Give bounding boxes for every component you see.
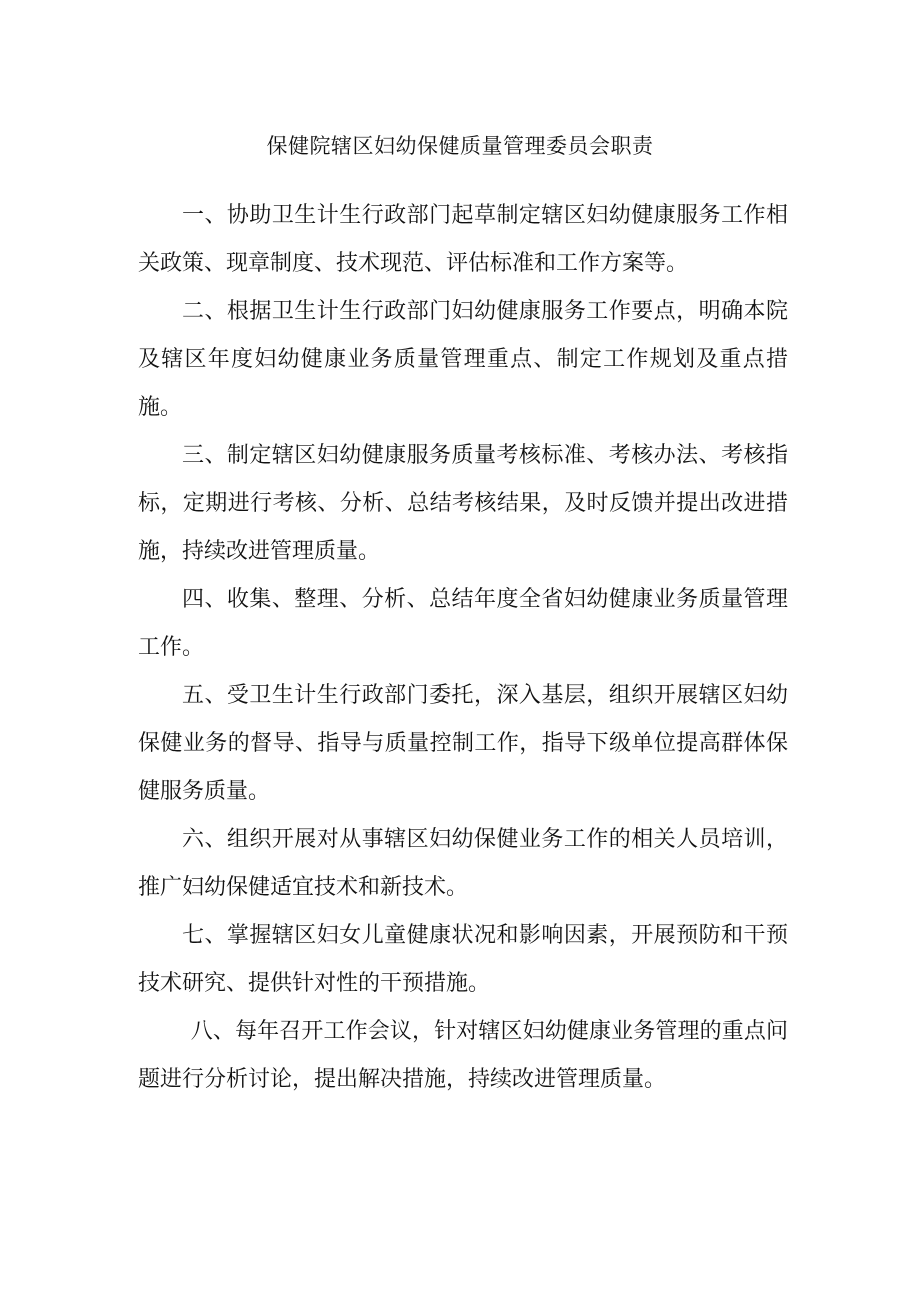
paragraph-8: 八、每年召开工作会议，针对辖区妇幼健康业务管理的重点问题进行分析讨论，提出解决措施，持续改进管理质量。	[138, 1019, 788, 1092]
paragraph-6: 六、组织开展对从事辖区妇幼保健业务工作的相关人员培训，推广妇幼保健适宜技术和新技术。	[138, 827, 788, 900]
paragraph-4: 四、收集、整理、分析、总结年度全省妇幼健康业务质量管理工作。	[138, 587, 788, 660]
paragraph-7: 七、掌握辖区妇女儿童健康状况和影响因素，开展预防和干预技术研究、提供针对性的干预措施。	[138, 923, 788, 996]
document-body	[138, 192, 788, 1104]
paragraph-3: 三、制定辖区妇幼健康服务质量考核标准、考核办法、考核指标，定期进行考核、分析、总结考核结果，及时反馈并提出改进措施，持续改进管理质量。	[138, 443, 788, 564]
paragraph-5: 五、受卫生计生行政部门委托，深入基层，组织开展辖区妇幼保健业务的督导、指导与质量控制工作，指导下级单位提高群体保健服务质量。	[138, 683, 788, 804]
document-title: 保健院辖区妇幼保健质量管理委员会职责	[266, 134, 654, 158]
paragraph-1: 一、协助卫生计生行政部门起草制定辖区妇幼健康服务工作相关政策、现章制度、技术现范、评估标准和工作方案等。	[138, 203, 788, 276]
paragraph-2: 二、根据卫生计生行政部门妇幼健康服务工作要点，明确本院及辖区年度妇幼健康业务质量管理重点、制定工作规划及重点措施。	[138, 299, 788, 420]
